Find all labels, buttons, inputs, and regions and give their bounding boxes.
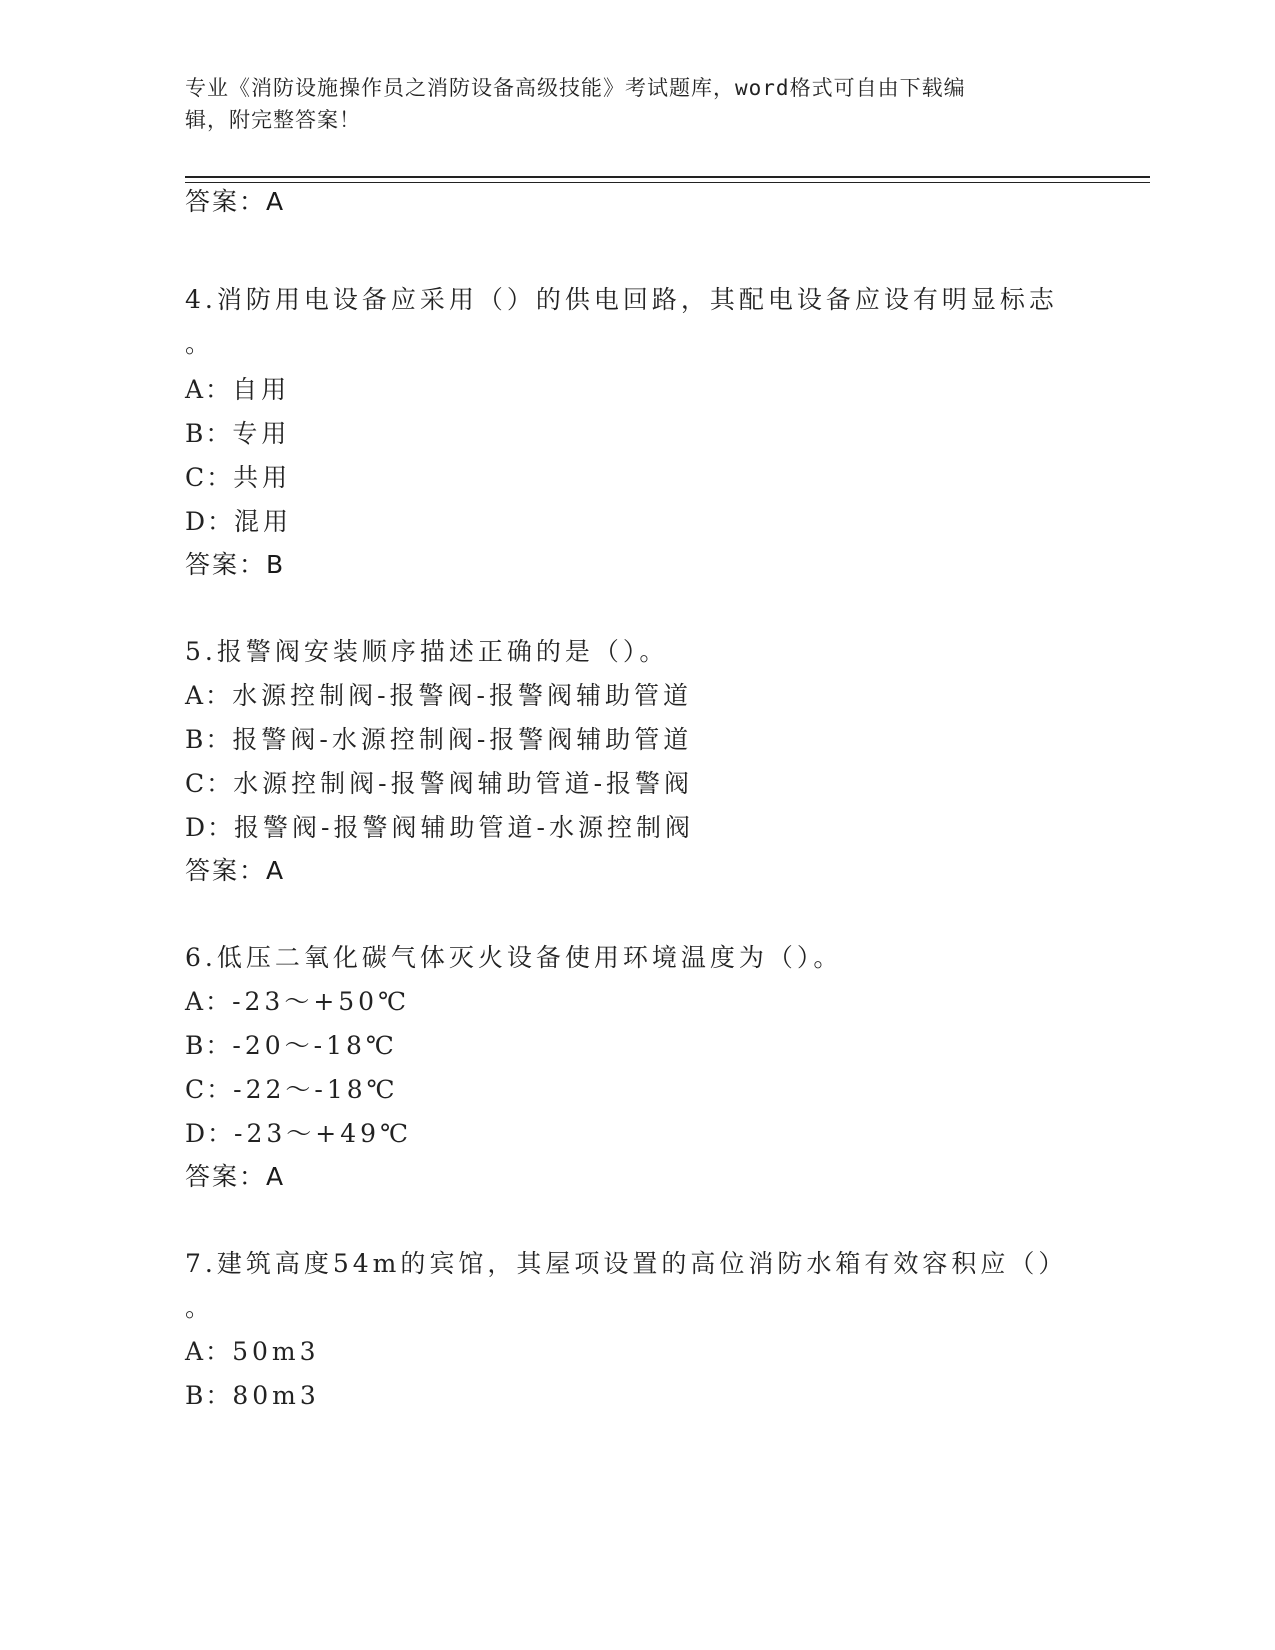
q5-option-b — [185, 724, 692, 756]
option-text: 专用 — [232, 419, 291, 448]
option-letter: C： — [185, 463, 234, 492]
option-letter: B： — [185, 1381, 233, 1410]
q5-option-a — [185, 680, 692, 712]
q6-option-b — [185, 1030, 398, 1062]
header-divider-thick — [185, 176, 1150, 178]
option-letter: A： — [185, 1337, 233, 1366]
q7-stem-line-1: 7.建筑高度54m的宾馆，其屋项设置的高位消防水箱有效容积应（） — [185, 1249, 1068, 1278]
q6-option-c — [185, 1074, 399, 1106]
option-letter: A： — [185, 987, 233, 1016]
q4-answer: 答案：B — [185, 550, 286, 579]
q5-answer: 答案：A — [185, 856, 286, 885]
q4-stem-line-1: 4.消防用电设备应采用（）的供电回路，其配电设备应设有明显标志 — [185, 285, 1058, 314]
q5-option-c — [185, 768, 693, 800]
option-text: 报警阀-报警阀辅助管道-水源控制阀 — [234, 813, 694, 842]
option-text: 50m3 — [232, 1337, 320, 1366]
option-text: 水源控制阀-报警阀-报警阀辅助管道 — [232, 681, 692, 710]
q7-option-a — [185, 1336, 320, 1368]
q6-stem-line-1: 6.低压二氧化碳气体灭火设备使用环境温度为（）。 — [185, 943, 843, 972]
option-letter: B： — [185, 725, 233, 754]
option-text: 80m3 — [232, 1381, 320, 1410]
option-text: -20～-18℃ — [232, 1031, 398, 1060]
q3-answer: 答案：A — [185, 187, 286, 216]
option-text: -23～+50℃ — [232, 987, 411, 1016]
option-letter: D： — [185, 1119, 235, 1148]
q7-stem-line-2: 。 — [185, 1293, 215, 1322]
q4-option-a — [185, 374, 290, 406]
q6-option-d — [185, 1118, 412, 1150]
option-letter: B： — [185, 419, 233, 448]
q6-answer: 答案：A — [185, 1162, 286, 1191]
option-text: 混用 — [234, 507, 293, 536]
document-header — [185, 72, 1065, 136]
option-text: 自用 — [232, 375, 291, 404]
option-text: -22～-18℃ — [233, 1075, 399, 1104]
option-text: -23～+49℃ — [234, 1119, 413, 1148]
option-letter: D： — [185, 813, 235, 842]
q5-stem-line-1: 5.报警阀安装顺序描述正确的是（）。 — [185, 637, 669, 666]
option-text: 水源控制阀-报警阀辅助管道-报警阀 — [233, 769, 694, 798]
option-letter: C： — [185, 769, 234, 798]
header-line-1: 专业《消防设施操作员之消防设备高级技能》考试题库，word格式可自由下载编 — [185, 76, 966, 100]
q5-option-d — [185, 812, 694, 844]
header-divider-thin — [185, 182, 1150, 183]
option-text: 报警阀-水源控制阀-报警阀辅助管道 — [232, 725, 693, 754]
option-letter: A： — [185, 681, 233, 710]
option-letter: C： — [185, 1075, 234, 1104]
q7-option-b — [185, 1380, 320, 1412]
header-line-2: 辑，附完整答案！ — [185, 108, 361, 132]
q4-option-d — [185, 506, 292, 538]
q4-option-b — [185, 418, 290, 450]
option-letter: A： — [185, 375, 233, 404]
option-letter: B： — [185, 1031, 233, 1060]
option-letter: D： — [185, 507, 235, 536]
option-text: 共用 — [233, 463, 292, 492]
q4-stem-line-2: 。 — [185, 329, 215, 358]
q4-option-c — [185, 462, 291, 494]
q6-option-a — [185, 986, 410, 1018]
